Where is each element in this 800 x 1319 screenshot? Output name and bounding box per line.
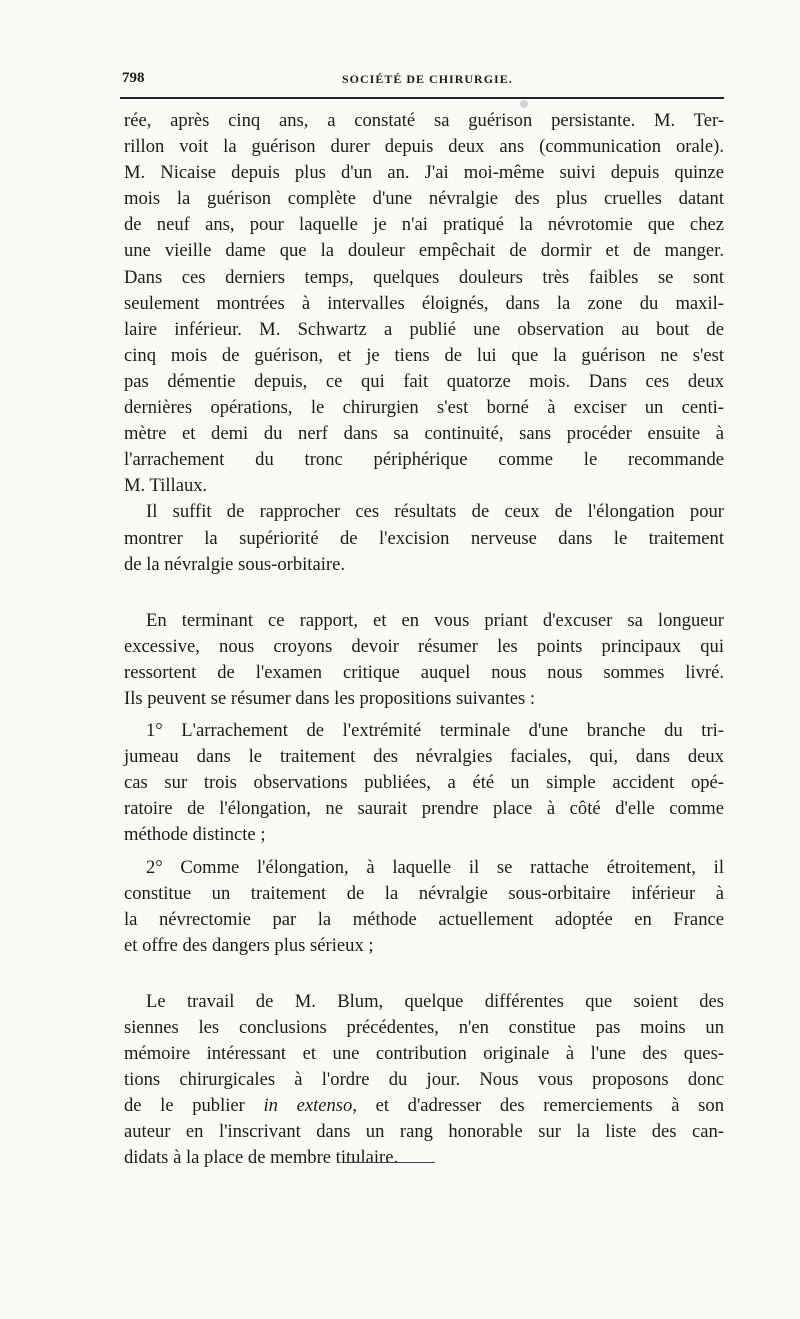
text-line	[124, 608, 724, 634]
paragraph-4	[124, 718, 724, 848]
text-line	[124, 855, 724, 881]
text-line: constitue un traitement de la névralgie sous-orbitaire inférieur à	[124, 882, 724, 904]
text-line: de neuf ans, pour laquelle je n'ai pratiqué la névrotomie que chez	[124, 214, 724, 236]
paragraph-3	[124, 608, 724, 712]
text-span: Le travail de M. Blum, quelque différentes que soient des	[146, 990, 724, 1012]
text-line: rée, après cinq ans, a constaté sa guérison persistante. M. Ter-	[124, 110, 724, 131]
text-line: montrer la supériorité de l'excision nerveuse dans le traitement	[124, 527, 724, 549]
footnote-rule	[345, 1162, 435, 1163]
text-line: ressortent de l'examen critique auquel nous nous sommes livré.	[124, 661, 724, 683]
text-line: la névrectomie par la méthode actuellement adoptée en France	[124, 908, 724, 930]
text-span: , et d'adresser des remerciements à son	[352, 1095, 724, 1117]
text-line: M. Tillaux.	[124, 475, 208, 497]
text-line	[124, 989, 724, 1015]
text-line: M. Nicaise depuis plus d'un an. J'ai moi-même suivi depuis quinze	[124, 162, 724, 184]
text-line: cas sur trois observations publiées, a été un simple accident opé-	[124, 772, 724, 794]
text-line: méthode distincte ;	[124, 824, 266, 846]
running-header	[122, 70, 722, 94]
text-span: 1° L'arrachement de l'extrémité terminale d'une branche du tri-	[146, 720, 724, 742]
header-rule	[120, 97, 724, 99]
text-line: Dans ces derniers temps, quelques douleurs très faibles se sont	[124, 266, 724, 288]
text-line: siennes les conclusions précédentes, n'en constitue pas moins un	[124, 1017, 724, 1038]
text-line: pas démentie depuis, ce qui fait quatorze mois. Dans ces deux	[124, 370, 724, 392]
text-line: rillon voit la guérison durer depuis deux ans (communication orale).	[124, 136, 724, 158]
text-line: et offre des dangers plus sérieux ;	[124, 934, 374, 956]
running-title: SOCIÉTÉ DE CHIRURGIE.	[342, 72, 513, 86]
text-span: Il suffit de rapprocher ces résultats de ceux de l'élongation pour	[146, 501, 724, 523]
text-line: mois la guérison complète d'une névralgie des plus cruelles datant	[124, 188, 724, 210]
text-line: jumeau dans le traitement des névralgies faciales, qui, dans deux	[124, 746, 724, 768]
paragraph-6	[124, 989, 724, 1172]
text-line: didats à la place de membre titulaire.	[124, 1147, 399, 1169]
text-line: laire inférieur. M. Schwartz a publié une observation au bout de	[124, 318, 724, 340]
text-line	[124, 1093, 724, 1119]
text-span: de le publier	[124, 1095, 264, 1117]
text-line: l'arrachement du tronc périphérique comme le recommande	[124, 449, 724, 471]
page-number: 798	[122, 70, 145, 86]
paragraph-1	[124, 108, 724, 499]
body-text	[124, 108, 724, 1172]
paragraph-2	[124, 499, 724, 577]
text-line	[124, 718, 724, 744]
text-line: ratoire de l'élongation, ne saurait prendre place à côté d'elle comme	[124, 798, 724, 820]
text-line: de la névralgie sous-orbitaire.	[124, 553, 345, 575]
text-span: 2° Comme l'élongation, à laquelle il se rattache étroitement, il	[146, 856, 724, 878]
text-span: En terminant ce rapport, et en vous priant d'excuser sa longueur	[146, 609, 724, 631]
section-gap	[124, 959, 724, 989]
section-gap	[124, 578, 724, 608]
text-line: mètre et demi du nerf dans sa continuité, sans procéder ensuite à	[124, 423, 724, 445]
italic-term: in extenso	[263, 1095, 353, 1117]
text-line: auteur en l'inscrivant dans un rang honorable sur la liste des can-	[124, 1121, 724, 1143]
text-line: tions chirurgicales à l'ordre du jour. Nous vous proposons donc	[124, 1069, 724, 1091]
text-line	[124, 499, 724, 525]
text-line: excessive, nous croyons devoir résumer les points principaux qui	[124, 635, 724, 657]
text-line: dernières opérations, le chirurgien s'est borné à exciser un centi-	[124, 397, 724, 419]
text-line: mémoire intéressant et une contribution originale à l'une des ques-	[124, 1043, 724, 1065]
text-line: Ils peuvent se résumer dans les propositions suivantes :	[124, 687, 536, 709]
text-line: seulement montrées à intervalles éloignés, dans la zone du maxil-	[124, 292, 724, 314]
ink-blot	[520, 100, 528, 108]
paragraph-5	[124, 855, 724, 959]
text-line: cinq mois de guérison, et je tiens de lui que la guérison ne s'est	[124, 344, 724, 366]
text-line: une vieille dame que la douleur empêchait de dormir et de manger.	[124, 240, 724, 262]
